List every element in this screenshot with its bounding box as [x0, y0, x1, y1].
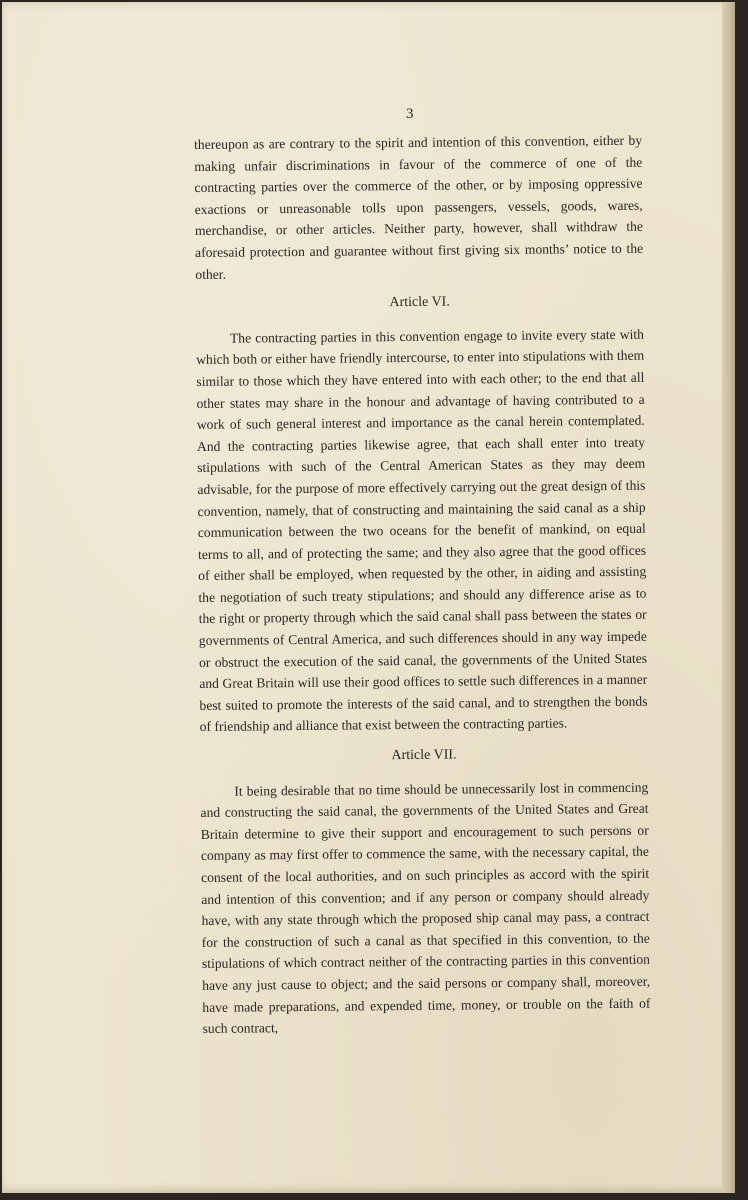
article-7-heading: Article VII.	[391, 747, 457, 764]
article-6-paragraph: The contracting parties in this convention engage to invite every state with which both or either have friendly intercourse, to enter into stipulations with them similar to those which they have entered into with each other; to the end that all other states may share in the honour and advantage of having contributed to a work of such general interest and importance as the canal herein contemplated. And the contracting parties likewise agree, that each shall enter into treaty stipulations with such of the Central American States as they may deem advisable, for the purpose of more effectively carrying out the great design of this convention, namely, that of constructing and maintaining the said canal as a ship communication between the two oceans for the benefit of mankind, on equal terms to all, and of protecting the same; and they also agree that the good offices of either shall be employed, when requested by the other, in aiding and assisting the negotiation of such treaty stipulations; and should any difference arise as to the right or property through which the said canal shall pass between the states or governments of Central America, and such differences should in any way impede or obstruct the execution of the said canal, the governments of the United States and Great Britain will use their good offices to settle such differences in a manner best suited to promote the interests of the said canal, and to strengthen the bonds of friendship and alliance that exist between the contracting parties.	[196, 326, 648, 735]
page-number: 3	[406, 106, 414, 122]
document-page	[2, 2, 735, 1193]
body-text	[194, 130, 651, 1040]
paragraph-continuation: thereupon as are contrary to the spirit and intention of this convention, either by making unfair discriminations in favour of the commerce of one of the contracting parties over the commerce of the other, or by imposing oppressive exactions or unreasonable tolls upon passengers, vessels, goods, wares, merchandise, or other articles. Neither party, however, shall withdraw the aforesaid protection and guarantee without first giving six months’ notice to the other.	[194, 132, 644, 282]
article-7-paragraph: It being desirable that no time should be unnecessarily lost in commencing and constructing the said canal, the governments of the United States and Great Britain determine to give their support and encouragement to such persons or company as may first offer to commence the same, with the necessary capital, the consent of the local authorities, and on such principles as accord with the spirit and intention of this convention; and if any person or company should already have, with any state through which the proposed ship canal may pass, a contract for the construction of such a canal as that specified in this convention, to the stipulations of which contract neither of the contracting parties in this convention have any just cause to object; and the said persons or company shall, moreover, have made preparations, and expended time, money, or trouble on the faith of such contract,	[200, 779, 651, 1037]
page-edge	[722, 2, 735, 1193]
article-6-heading: Article VI.	[389, 294, 450, 311]
